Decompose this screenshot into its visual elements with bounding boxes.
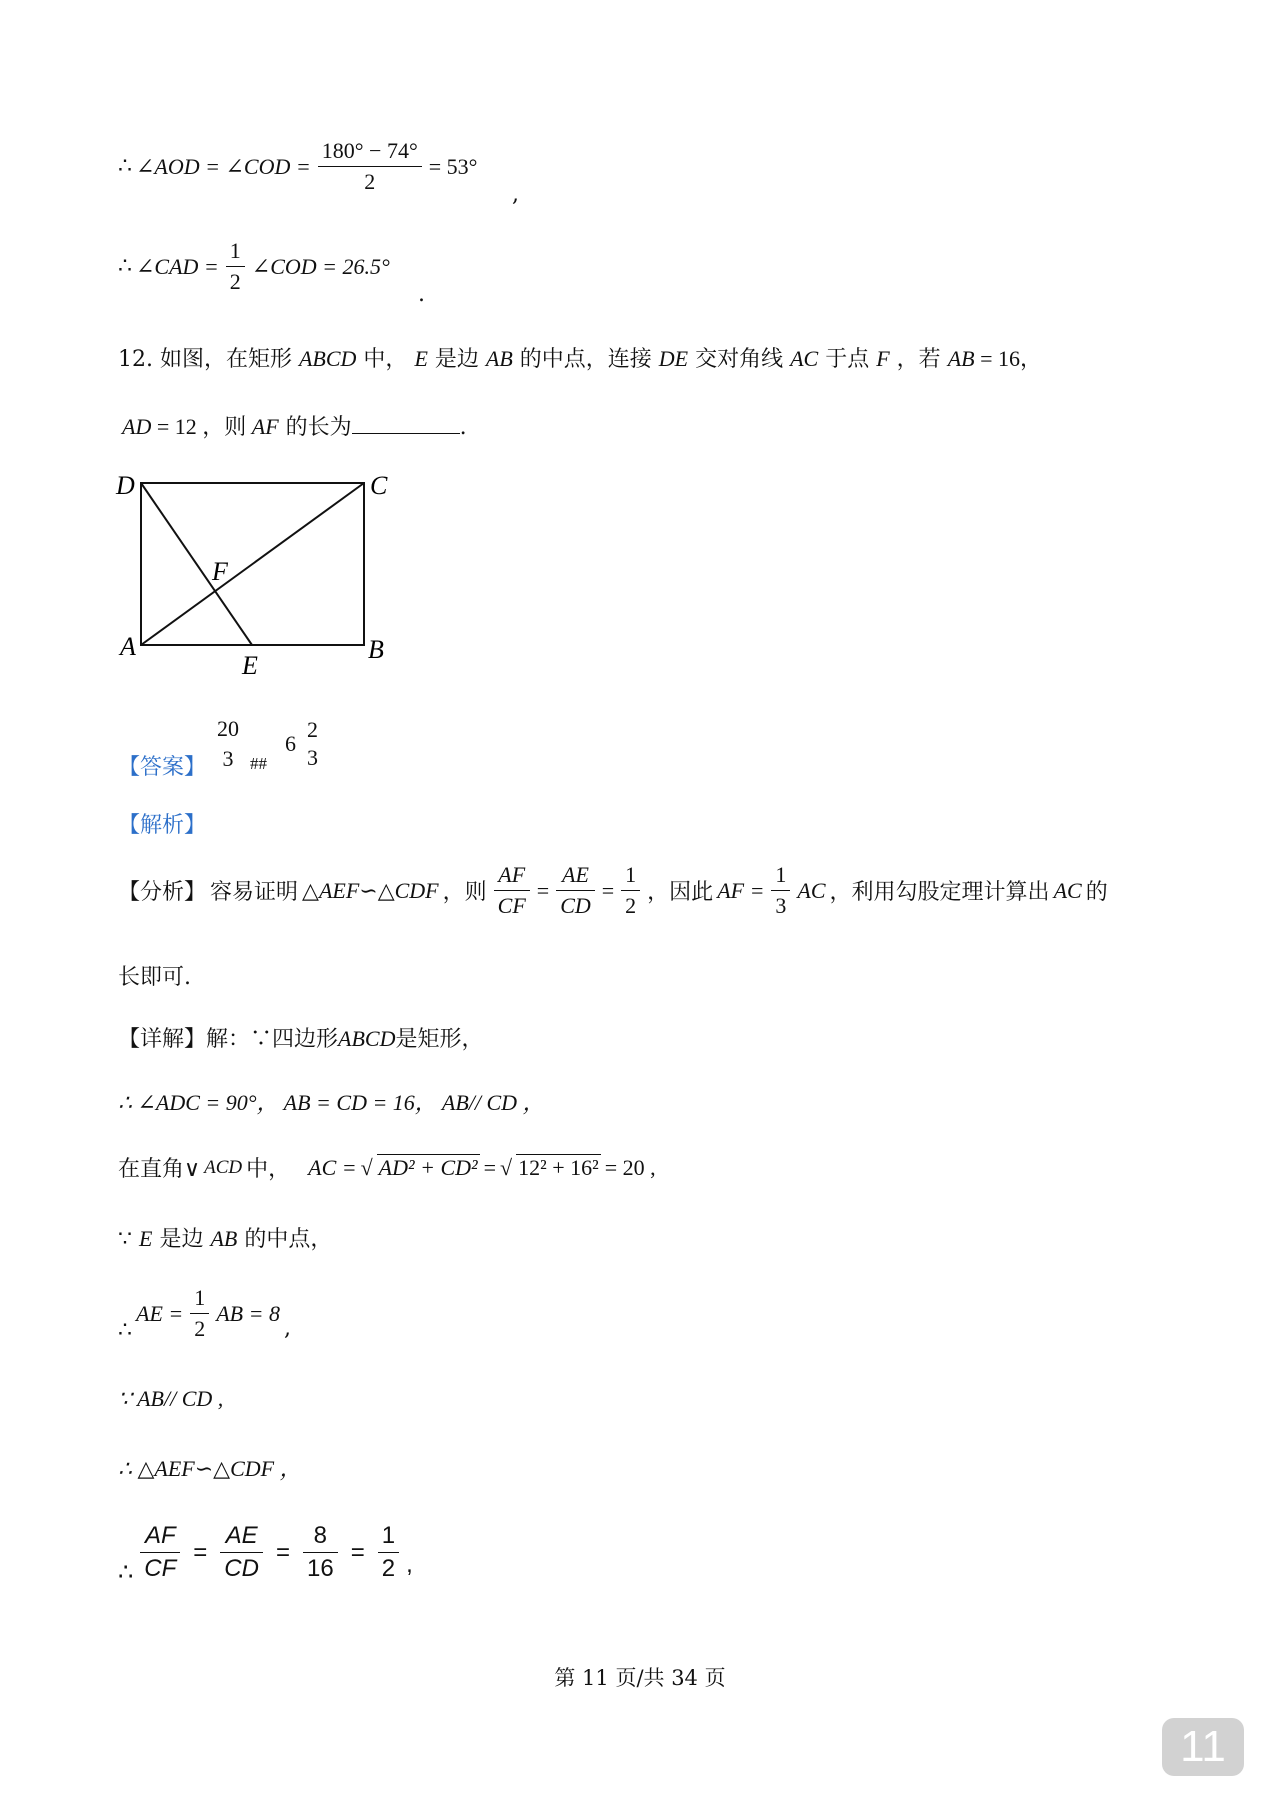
therefore-symbol: ∴ (118, 154, 132, 179)
answer-fraction: 20 3 (217, 716, 239, 771)
problem-statement-line1: 12. 如图，在矩形 ABCD 中， E 是边 AB 的中点，连接 DE 交对角线 AC 于点 F ，若 AB = 16， (118, 346, 1042, 372)
label-e: E (242, 651, 258, 680)
detail-line8: ∴ $\frac{AF}{CF}$ = $\frac{AE}{CD}$ = $\frac{8}{16}$ = $\frac{1}{2}$ , (118, 1522, 413, 1586)
answer-tag: 【答案】 (118, 755, 207, 780)
detail-line1: 【详解】解：∵四边形ABCD是矩形， (118, 1026, 484, 1052)
label-d: D (116, 471, 135, 500)
label-c: C (370, 471, 388, 500)
fraction: $\frac{180^\circ - 74^\circ}{2}$ (318, 138, 422, 195)
segment-de (141, 483, 252, 645)
answer-blank (352, 413, 460, 434)
problem-statement-line2: AD = 12 ，则 AF 的长为 . (122, 414, 467, 440)
fraction: $\frac{1}{2}$ (226, 238, 245, 295)
equation-cad (118, 238, 390, 295)
equation-lhs: ∠CAD = (136, 253, 219, 279)
equation-aod (118, 138, 477, 195)
analysis-tag: 【解析】 (118, 813, 207, 838)
answer-value (210, 714, 325, 774)
therefore-symbol: ∴ (118, 254, 132, 279)
detail-line6: ∵ AB// CD , (118, 1386, 224, 1411)
rectangle-figure (110, 465, 410, 685)
label-f: F (212, 557, 228, 586)
label-b: B (368, 635, 384, 664)
diagonal-ac (141, 483, 364, 645)
detail-line5: ∴ AE = $\frac{1}{2}$ AB = 8 , (118, 1285, 291, 1343)
answer-separator: ## (250, 754, 267, 773)
equation-lhs: ∠AOD = ∠COD = (136, 153, 311, 179)
page-number-badge[interactable]: 11 (1162, 1718, 1244, 1776)
mixed-whole: 6 (285, 731, 296, 756)
detail-line4: ∵ E 是边 AB 的中点， (118, 1226, 333, 1252)
detail-line2: ∴ ∠ADC = 90°， AB = CD = 16， AB// CD ， (118, 1090, 545, 1115)
label-a: A (120, 632, 136, 661)
analysis-line1: 【分析】 容易证明 △AEF∽△CDF ，则 $\frac{AF}{CF}$ = $\frac{AE}{CD}$ = $\frac{1}{2}$ ，因此 AF = $\frac{1}{3}$ AC ，利用勾股定理计算出 AC 的 (118, 862, 1108, 918)
analysis-line2: 长即可. (118, 965, 191, 990)
comma: , (512, 182, 519, 207)
equation-rhs: ∠COD = 26.5° (251, 253, 390, 279)
mixed-fraction: 2 3 (307, 717, 318, 770)
detail-line3: 在直角∨ ACD 中， AC = √ AD² + CD² = √ 12² + 16² = 20 , (118, 1154, 656, 1182)
detail-line7: ∴ △AEF∽△CDF ， (118, 1456, 302, 1481)
page-footer: 第 11 页/共 34 页 (554, 1666, 726, 1690)
equation-rhs: = 53° (428, 153, 478, 179)
period: . (418, 282, 425, 307)
